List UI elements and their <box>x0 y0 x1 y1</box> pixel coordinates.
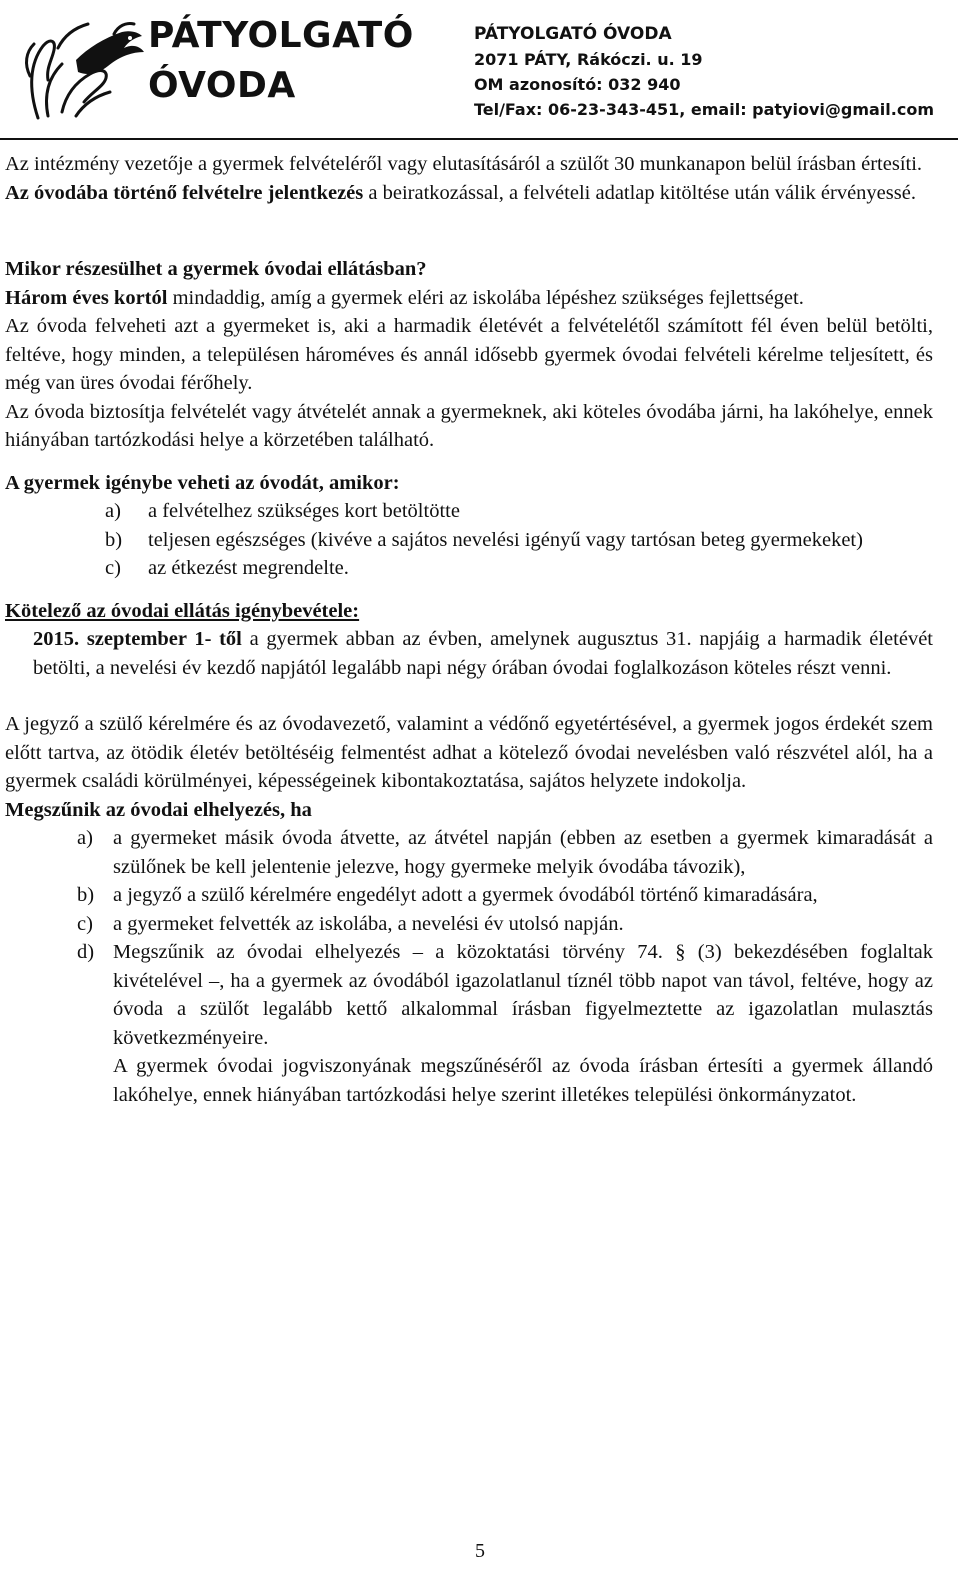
list-marker: c) <box>105 557 121 579</box>
application-rest: a beiratkozással, a felvételi adatlap kitöltése után válik érvényessé. <box>363 181 916 204</box>
list-item-text: az étkezést megrendelte. <box>148 557 349 579</box>
contact-om: OM azonosító: 032 940 <box>473 75 681 94</box>
heading-mandatory-text: Kötelező az óvodai ellátás igénybevétele: <box>5 599 360 622</box>
mandatory-date: 2015. szeptember 1- től <box>33 628 242 650</box>
list-item <box>5 824 933 881</box>
list-marker: d) <box>77 941 95 963</box>
termination-list <box>5 824 933 1109</box>
heading-usage <box>5 469 933 498</box>
age-rest: mindaddig, amíg a gyermek eléri az iskolába lépéshez szükséges fejlettséget. <box>167 286 804 309</box>
list-item-text: Megszűnik az óvodai elhelyezés – a közoktatási törvény 74. § (3) bekezdésében foglaltak kivételével –, ha a gyermek az óvodából igazolatlanul tíznél több napot van távol, feltéve, hogy az óvoda a szülőt legalább kettő alkalommal írásban figyelmeztette az igazolatlan mulasztás következményeire. <box>113 941 933 1049</box>
paragraph-guarantee: Az óvoda biztosítja felvételét vagy átvételét annak a gyermeknek, aki köteles óvodába járni, ha lakóhelye, ennek hiányában tartózkodási helye a körzetében található. <box>5 400 933 451</box>
letterhead <box>0 0 960 145</box>
list-item <box>5 938 933 1052</box>
paragraph-exemption: A jegyző a szülő kérelmére és az óvodavezető, valamint a védőnő egyetértésével, a gyermek jogos érdekét szem előtt tartva, az ötödik életév betöltéséig felmentést adhat a kötelező óvodai nevelésben való részvétel alól, ha a gyermek családi körülményei, képességeinek kibontakoztatása, sajátos helyzete indokolja. <box>5 713 933 792</box>
list-item-note <box>5 1052 933 1109</box>
list-item-text: teljesen egészséges (kivéve a sajátos nevelési igényű vagy tartósan beteg gyermekeket) <box>148 528 863 551</box>
paragraph-mandatory <box>5 625 933 682</box>
list-note-text: A gyermek óvodai jogviszonyának megszűnéséről az óvoda írásban értesíti a gyermek állandó lakóhelye, ennek hiányában tartózkodási helye szerint illetékes települési önkormányzatot. <box>113 1055 933 1106</box>
list-marker: c) <box>77 912 93 935</box>
list-marker: a) <box>77 827 93 849</box>
list-item-text: a felvételhez szükséges kort betöltötte <box>148 500 460 522</box>
list-item <box>5 881 933 910</box>
dove-hands-logo-icon <box>18 8 148 126</box>
heading-usage-text: A gyermek igénybe veheti az óvodát, amikor: <box>5 471 400 494</box>
contact-name: PÁTYOLGATÓ ÓVODA <box>473 24 672 44</box>
list-item <box>5 554 933 583</box>
header-divider <box>0 138 958 140</box>
heading-eligibility-text: Mikor részesülhet a gyermek óvodai ellátásban? <box>5 258 427 280</box>
heading-eligibility <box>5 255 933 284</box>
brand-name <box>148 16 414 106</box>
list-item-text: a gyermeket másik óvoda átvette, az átvétel napján (ebben az esetben a gyermek kimaradását a szülőnek be kell jelentenie jelezve, hogy gyermeke melyik óvodába távozik), <box>113 827 933 878</box>
list-marker: b) <box>77 884 95 906</box>
mandatory-rest: a gyermek abban az évben, amelynek augusztus 31. napjáig a harmadik életévét betölti, a nevelési év kezdő napjától legalább napi négy órában óvodai foglalkozáson köteles részt venni. <box>33 628 933 679</box>
heading-termination <box>5 796 933 825</box>
usage-conditions-list <box>5 497 933 583</box>
list-item <box>5 497 933 526</box>
list-item-text: a gyermeket felvették az iskolába, a nevelési év utolsó napján. <box>113 912 624 935</box>
application-bold: Az óvodába történő felvételre jelentkezés <box>5 181 364 204</box>
paragraph-application <box>5 179 933 208</box>
list-item-text: a jegyző a szülő kérelmére engedélyt adott a gyermek óvodából történő kimaradására, <box>113 884 818 906</box>
brand-line-1: PÁTYOLGATÓ <box>148 15 414 56</box>
age-bold: Három éves kortól <box>5 286 168 309</box>
list-marker: a) <box>105 500 121 522</box>
list-item <box>5 910 933 939</box>
contact-address: 2071 PÁTY, Rákóczi. u. 19 <box>473 50 703 69</box>
heading-termination-text: Megszűnik az óvodai elhelyezés, ha <box>5 798 312 821</box>
paragraph-notification: Az intézmény vezetője a gyermek felvételéről vagy elutasításáról a szülőt 30 munkanapon belül írásban értesíti. <box>5 153 923 175</box>
brand-line-2: ÓVODA <box>148 65 296 106</box>
page-number: 5 <box>475 1540 485 1562</box>
contact-telfax: Tel/Fax: 06-23-343-451, email: patyiovi@gmail.com <box>473 100 934 119</box>
list-item <box>5 526 933 555</box>
paragraph-early-admission: Az óvoda felveheti azt a gyermeket is, aki a harmadik életévét a felvételétől számított fél éven belül betölti, feltéve, hogy minden, a településen hároméves és annál idősebb gyermek óvodai felvételi kérelme teljesített, és még van üres óvodai férőhely. <box>5 315 933 394</box>
list-marker: b) <box>105 528 123 551</box>
document-body <box>5 150 933 1109</box>
contact-block <box>474 22 934 122</box>
paragraph-age <box>5 284 933 313</box>
heading-mandatory <box>5 597 933 626</box>
